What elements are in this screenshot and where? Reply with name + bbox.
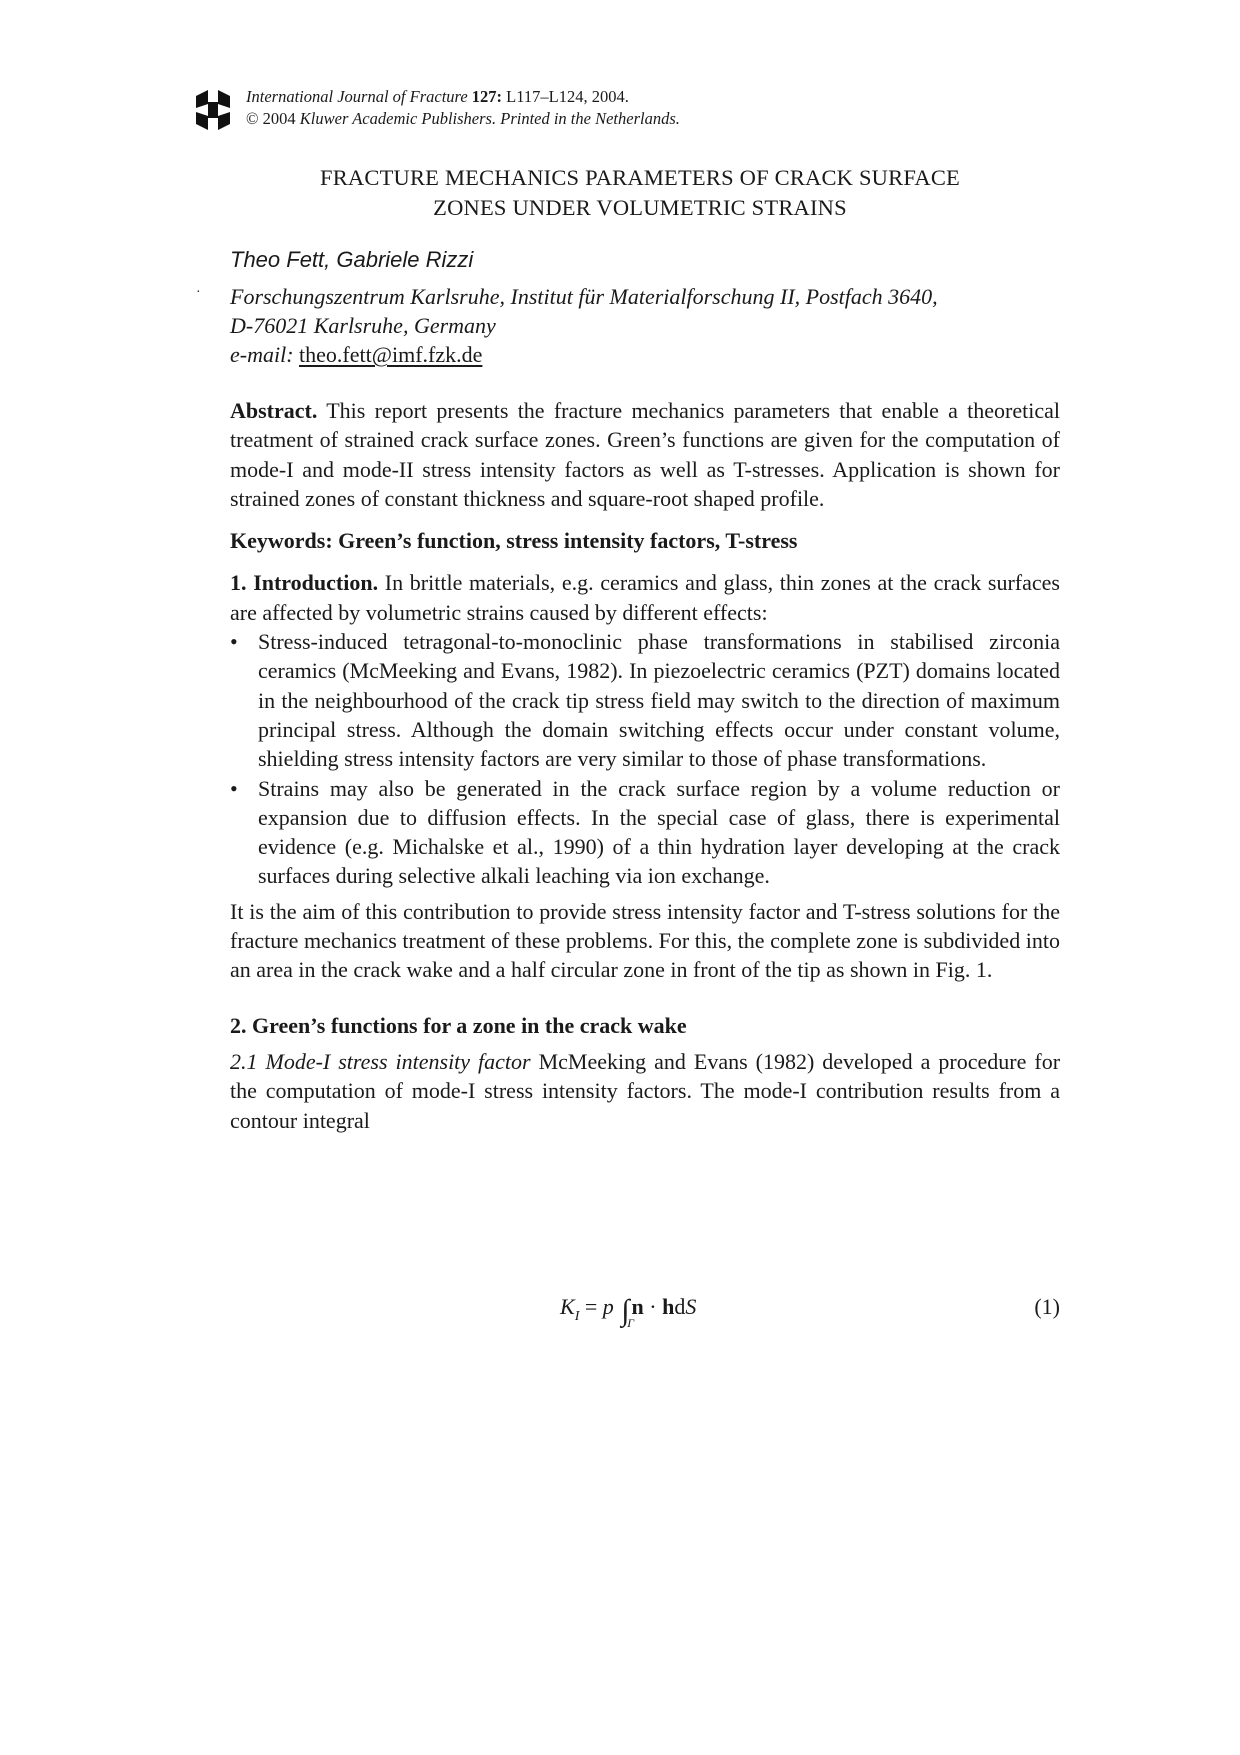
list-item-text: Stress-induced tetragonal-to-monoclinic phase transformations in stabilised zirconia ceramics (McMeeking and Evans, 1982). In piezoelectric ceramics (PZT) domains located in the neighbourhood of the crack tip stress field may switch to the direction of maximum principal stress. Although the domain switching effects occur under constant volume, shielding stress intensity factors are very similar to those of phase transformations. (258, 629, 1060, 772)
bullet-icon: • (230, 775, 238, 801)
subsection-heading: 2.1 Mode-I stress intensity factor (230, 1048, 531, 1074)
eq-vector-n: n (631, 1294, 644, 1319)
eq-lhs-subscript: I (574, 1309, 580, 1324)
abstract-text: This report presents the fracture mechanics parameters that enable a theoretical treatment of strained crack surface zones. Green’s functions are given for the computation of mode-I and mode-II stress intensity factors as well as T-stresses. Application is shown for strained zones of constant thickness and square-root shaped profile. (230, 398, 1060, 511)
section-2-1-paragraph (230, 1047, 1060, 1135)
eq-vector-h: h (662, 1294, 675, 1319)
bullet-icon: • (230, 629, 238, 655)
affiliation-line-1: Forschungszentrum Karlsruhe, Institut für Materialforschung II, Postfach 3640, (230, 284, 938, 309)
eq-differential: d (674, 1294, 686, 1319)
journal-name: International Journal of Fracture (246, 87, 468, 106)
equation-body (560, 1294, 697, 1330)
equation-number: (1) (1034, 1294, 1060, 1319)
eq-dot: · (649, 1294, 657, 1319)
journal-citation (246, 86, 1096, 108)
affiliation-line-2: D-76021 Karlsruhe, Germany (230, 313, 496, 338)
paper-title (230, 163, 1050, 223)
subsection-text: McMeeking and Evans (1982) developed a procedure for the computation of mode-I stress intensity factors. The mode-I contribution results from a contour integral (230, 1048, 1061, 1133)
eq-coefficient: p (602, 1294, 614, 1319)
journal-volume: 127: (471, 87, 503, 106)
effects-list (230, 627, 1060, 891)
email-link[interactable]: theo.fett@imf.fzk.de (299, 342, 483, 367)
section-2-heading: 2. Green’s functions for a zone in the crack wake (230, 1012, 687, 1038)
integral-icon (621, 1294, 635, 1330)
title-line-1: FRACTURE MECHANICS PARAMETERS OF CRACK SURFACE (320, 165, 960, 190)
body-text (230, 396, 1060, 1135)
eq-equals: = (584, 1294, 598, 1319)
list-item (230, 627, 1060, 773)
introduction-paragraph (230, 568, 1060, 627)
journal-pages: L117–L124, 2004. (506, 87, 629, 106)
email-line: e-mail: theo.fett@imf.fzk.de (230, 342, 483, 367)
printed-note: Printed in the Netherlands. (500, 109, 680, 128)
aim-paragraph: It is the aim of this contribution to provide stress intensity factor and T-stress solutions for the fracture mechanics treatment of these problems. For this, the complete zone is subdivided into an area in the crack wake and a half circular zone in front of the tip as shown in Fig. 1. (230, 898, 1060, 983)
email-label: e-mail (230, 342, 287, 367)
eq-surface: S (685, 1294, 697, 1319)
introduction-heading: 1. Introduction. (230, 570, 379, 596)
abstract (230, 396, 1060, 513)
introduction-text: In brittle materials, e.g. ceramics and glass, thin zones at the crack surfaces are affected by volumetric strains caused by different effects: (230, 570, 1060, 625)
eq-lhs-symbol: K (560, 1294, 575, 1319)
integral-sign: ∫ (621, 1294, 630, 1327)
publisher-name: Kluwer Academic Publishers. (299, 109, 497, 128)
keywords: Keywords: Green’s function, stress intensity factors, T-stress (230, 528, 798, 554)
copyright-line (246, 108, 1096, 130)
equation-1 (230, 1294, 1060, 1328)
list-item-text: Strains may also be generated in the crack surface region by a volume reduction or expansion due to diffusion effects. In the special case of glass, there is experimental evidence (e.g. Michalske et al., 1990) of a thin hydration layer developing at the crack surfaces during selective alkali leaching via ion exchange. (258, 775, 1060, 889)
integral-limit: Γ (627, 1316, 635, 1330)
copyright-year: © 2004 (246, 109, 296, 128)
authors: Theo Fett, Gabriele Rizzi (230, 247, 474, 272)
abstract-label: Abstract. (230, 398, 318, 423)
title-line-2: ZONES UNDER VOLUMETRIC STRAINS (433, 195, 847, 220)
journal-header (196, 86, 1096, 130)
margin-dot: · (196, 285, 201, 300)
affiliation (230, 282, 1060, 369)
list-item (230, 774, 1060, 891)
